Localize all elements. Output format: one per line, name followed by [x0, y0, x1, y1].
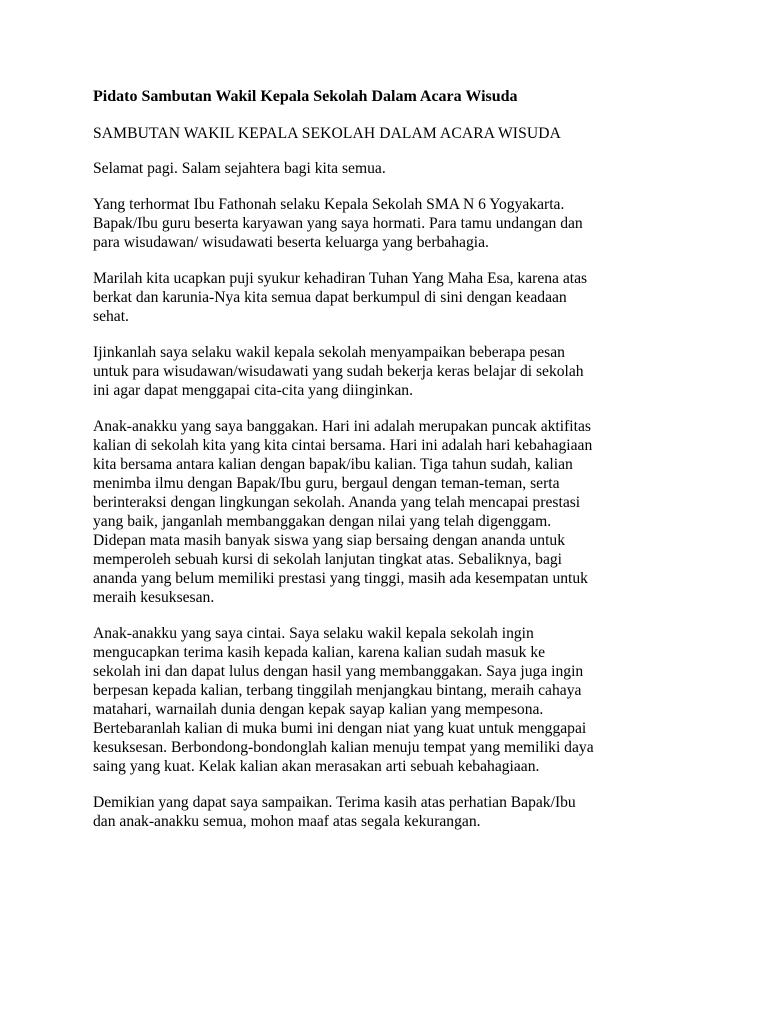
paragraph-line: ini agar dapat menggapai cita-cita yang diinginkan. — [93, 382, 413, 399]
paragraph-line: Anak-anakku yang saya banggakan. Hari ini adalah merupakan puncak aktifitas — [93, 418, 591, 435]
paragraph-line: meraih kesuksesan. — [93, 589, 215, 606]
paragraph-line: Anak-anakku yang saya cintai. Saya selaku wakil kepala sekolah ingin — [93, 625, 534, 642]
paragraph-line: Yang terhormat Ibu Fathonah selaku Kepala Sekolah SMA N 6 Yogyakarta. — [93, 196, 565, 213]
speech-heading: SAMBUTAN WAKIL KEPALA SEKOLAH DALAM ACARA WISUDA — [93, 125, 561, 142]
paragraph-line: yang baik, janganlah membanggakan dengan nilai yang telah digenggam. — [93, 513, 552, 530]
paragraph-line: matahari, warnailah dunia dengan kepak sayap kalian yang mempesona. — [93, 701, 544, 718]
paragraph-line: memperoleh sebuah kursi di sekolah lanjutan tingkat atas. Sebaliknya, bagi — [93, 551, 562, 568]
document-title: Pidato Sambutan Wakil Kepala Sekolah Dalam Acara Wisuda — [93, 88, 518, 105]
paragraph — [93, 195, 733, 252]
paragraph — [93, 159, 733, 178]
paragraph — [93, 343, 733, 400]
paragraph — [93, 624, 733, 776]
paragraph-line: saing yang kuat. Kelak kalian akan merasakan arti sebuah kebahagiaan. — [93, 758, 540, 775]
paragraph — [93, 269, 733, 326]
paragraph-line: kita bersama antara kalian dengan bapak/ibu kalian. Tiga tahun sudah, kalian — [93, 456, 573, 473]
paragraph-line: kesuksesan. Berbondong-bondonglah kalian menuju tempat yang memiliki daya — [93, 739, 594, 756]
paragraph-line: untuk para wisudawan/wisudawati yang sudah bekerja keras belajar di sekolah — [93, 363, 584, 380]
paragraph-line: menimba ilmu dengan Bapak/Ibu guru, bergaul dengan teman-teman, serta — [93, 475, 560, 492]
paragraph-line: Demikian yang dapat saya sampaikan. Terima kasih atas perhatian Bapak/Ibu — [93, 794, 576, 811]
paragraph-line: berinteraksi dengan lingkungan sekolah. Ananda yang telah mencapai prestasi — [93, 494, 581, 511]
paragraph-line: dan anak-anakku semua, mohon maaf atas segala kekurangan. — [93, 813, 481, 830]
document-page — [93, 87, 733, 848]
paragraph-line: Selamat pagi. Salam sejahtera bagi kita semua. — [93, 160, 386, 177]
document-body — [93, 159, 733, 831]
paragraph-line: Didepan mata masih banyak siswa yang siap bersaing dengan ananda untuk — [93, 532, 566, 549]
paragraph-line: ananda yang belum memiliki prestasi yang tinggi, masih ada kesempatan untuk — [93, 570, 588, 587]
paragraph-line: berkat dan karunia-Nya kita semua dapat berkumpul di sini dengan keadaan — [93, 289, 567, 306]
paragraph-line: kalian di sekolah kita yang kita cintai bersama. Hari ini adalah hari kebahagiaan — [93, 437, 593, 454]
paragraph-line: Bapak/Ibu guru beserta karyawan yang saya hormati. Para tamu undangan dan — [93, 215, 583, 232]
paragraph-line: sekolah ini dan dapat lulus dengan hasil yang membanggakan. Saya juga ingin — [93, 663, 584, 680]
paragraph-line: Ijinkanlah saya selaku wakil kepala sekolah menyampaikan beberapa pesan — [93, 344, 565, 361]
paragraph-line: berpesan kepada kalian, terbang tinggilah menjangkau bintang, meraih cahaya — [93, 682, 582, 699]
paragraph-line: sehat. — [93, 308, 129, 325]
paragraph — [93, 417, 733, 607]
paragraph-line: Bertebaranlah kalian di muka bumi ini dengan niat yang kuat untuk menggapai — [93, 720, 587, 737]
paragraph-line: para wisudawan/ wisudawati beserta keluarga yang berbahagia. — [93, 234, 489, 251]
paragraph — [93, 793, 733, 831]
paragraph-line: mengucapkan terima kasih kepada kalian, karena kalian sudah masuk ke — [93, 644, 546, 661]
paragraph-line: Marilah kita ucapkan puji syukur kehadiran Tuhan Yang Maha Esa, karena atas — [93, 270, 588, 287]
